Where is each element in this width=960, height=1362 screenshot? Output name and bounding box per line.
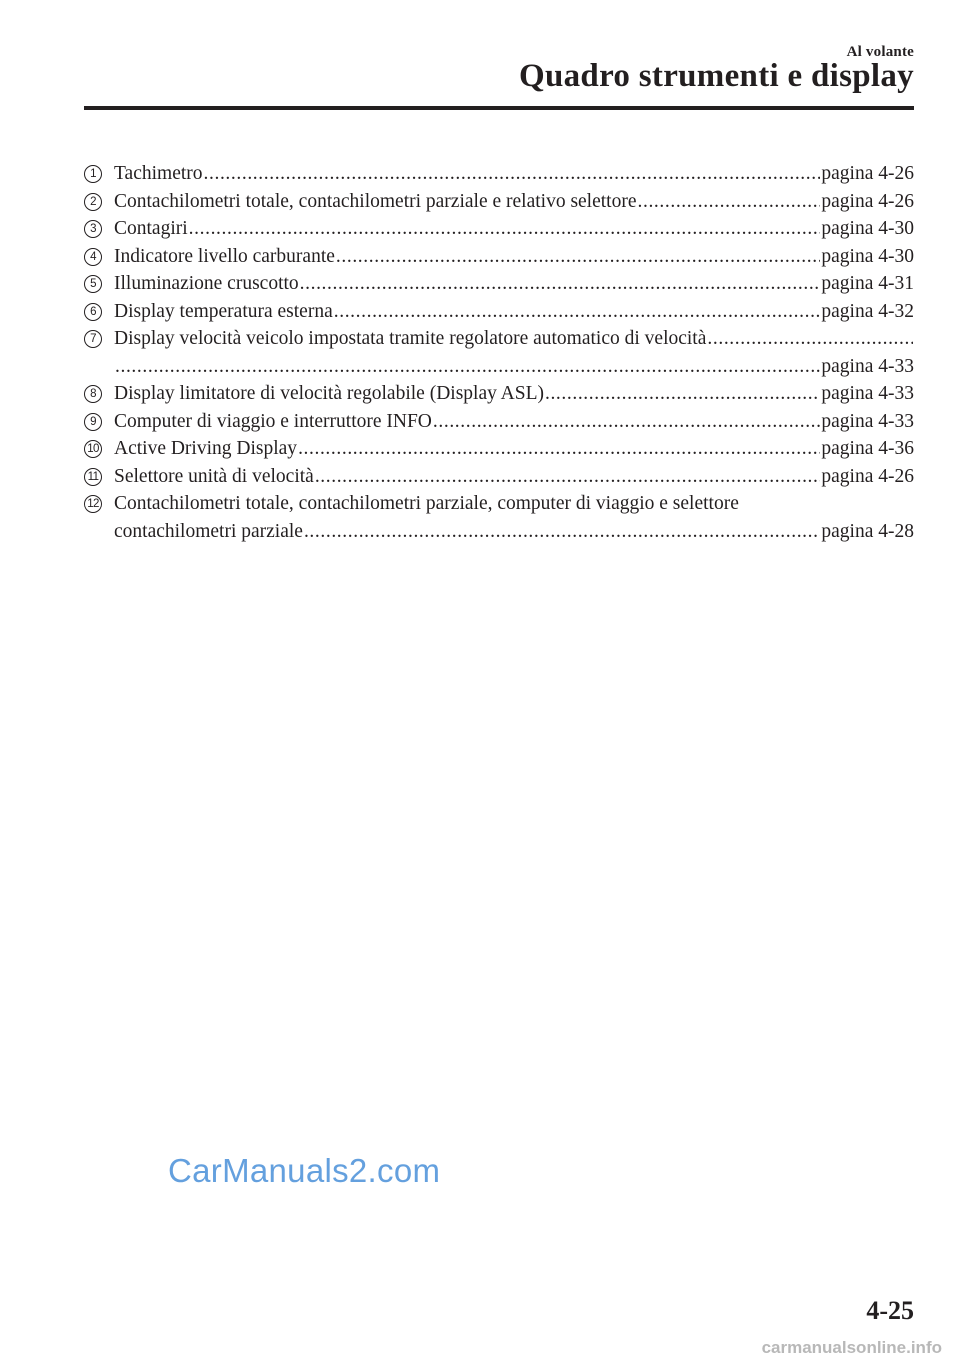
toc-list — [84, 160, 914, 545]
dot-leader — [204, 160, 821, 188]
toc-page-ref[interactable]: pagina 4-26 — [821, 190, 914, 212]
dot-leader — [300, 270, 821, 298]
toc-entry[interactable] — [84, 298, 914, 326]
dot-leader — [189, 215, 821, 243]
toc-line — [84, 160, 914, 188]
toc-entry[interactable] — [84, 215, 914, 243]
toc-item-label: Illuminazione cruscotto — [114, 273, 299, 294]
toc-line — [84, 408, 914, 436]
toc-page-ref[interactable]: pagina 4-28 — [821, 520, 914, 542]
toc-entry[interactable] — [84, 490, 914, 545]
item-number-badge: 5 — [84, 275, 102, 293]
toc-item-label: Contachilometri totale, contachilometri parziale e relativo selettore — [114, 190, 637, 212]
toc-item-label: Display limitatore di velocità regolabile (Display ASL) — [114, 383, 544, 404]
toc-item-label: Contagiri — [114, 218, 188, 239]
toc-line — [84, 380, 914, 408]
toc-line — [84, 215, 914, 243]
item-number-badge: 2 — [84, 193, 102, 211]
toc-page-ref[interactable]: pagina 4-32 — [821, 300, 914, 322]
dot-leader — [304, 518, 820, 546]
toc-line — [84, 298, 914, 326]
page-title: Quadro strumenti e display — [519, 58, 914, 94]
dot-leader — [298, 435, 820, 463]
toc-entry[interactable] — [84, 380, 914, 408]
item-number-badge: 6 — [84, 303, 102, 321]
dot-leader — [545, 380, 820, 408]
toc-entry[interactable] — [84, 188, 914, 216]
item-number-badge: 12 — [84, 495, 102, 513]
toc-page-ref[interactable]: pagina 4-30 — [821, 245, 914, 267]
item-number-badge: 4 — [84, 248, 102, 266]
page-number: 4-25 — [866, 1296, 914, 1325]
item-number-badge: 1 — [84, 165, 102, 183]
toc-entry[interactable] — [84, 408, 914, 436]
dot-leader — [638, 188, 821, 216]
toc-page-ref[interactable]: pagina 4-26 — [821, 163, 914, 184]
toc-entry[interactable] — [84, 435, 914, 463]
dot-leader — [115, 353, 820, 381]
toc-item-label: contachilometri parziale — [114, 520, 303, 542]
toc-entry[interactable] — [84, 325, 914, 380]
toc-line — [84, 243, 914, 271]
dot-leader — [334, 298, 821, 326]
toc-item-label: Selettore unità di velocità — [114, 465, 314, 487]
toc-page-ref[interactable]: pagina 4-33 — [821, 383, 914, 404]
toc-item-label: Computer di viaggio e interruttore INFO — [114, 410, 432, 432]
toc-entry[interactable] — [84, 270, 914, 298]
toc-item-label: Display temperatura esterna — [114, 300, 333, 322]
toc-item-label: Active Driving Display — [114, 438, 298, 459]
item-number-badge: 11 — [84, 468, 102, 486]
running-header-section: Al volante — [846, 44, 914, 60]
toc-line — [84, 490, 914, 518]
item-number-badge: 10 — [84, 440, 102, 458]
toc-item-label: Display velocità veicolo impostata tramite regolatore automatico di velocità — [114, 328, 707, 349]
toc-item-label: Contachilometri totale, contachilometri parziale, computer di viaggio e selettore — [114, 493, 739, 514]
dot-leader — [707, 325, 913, 353]
toc-line — [84, 188, 914, 216]
toc-item-label: Indicatore livello carburante — [114, 245, 335, 267]
toc-page-ref[interactable]: pagina 4-33 — [821, 410, 914, 432]
toc-line — [84, 435, 914, 463]
item-number-badge: 7 — [84, 330, 102, 348]
toc-line — [84, 518, 914, 546]
toc-page-ref[interactable]: pagina 4-33 — [821, 355, 914, 377]
dot-leader — [315, 463, 821, 491]
toc-item-label: Tachimetro — [114, 163, 203, 184]
header-rule — [84, 106, 914, 110]
watermark-logo[interactable]: CarManuals2.com — [168, 1152, 441, 1189]
toc-page-ref[interactable]: pagina 4-26 — [821, 465, 914, 487]
toc-entry[interactable] — [84, 243, 914, 271]
dot-leader — [433, 408, 820, 436]
toc-line — [84, 463, 914, 491]
item-number-badge: 3 — [84, 220, 102, 238]
toc-entry[interactable] — [84, 463, 914, 491]
item-number-badge: 8 — [84, 385, 102, 403]
toc-line — [84, 270, 914, 298]
toc-page-ref[interactable]: pagina 4-31 — [821, 273, 914, 294]
item-number-badge: 9 — [84, 413, 102, 431]
dot-leader — [336, 243, 821, 271]
toc-line — [84, 353, 914, 381]
toc-page-ref[interactable]: pagina 4-36 — [821, 438, 914, 459]
footer-watermark[interactable]: carmanualsonline.info — [761, 1338, 942, 1357]
toc-page-ref[interactable]: pagina 4-30 — [821, 218, 914, 239]
toc-entry[interactable] — [84, 160, 914, 188]
toc-line — [84, 325, 914, 353]
